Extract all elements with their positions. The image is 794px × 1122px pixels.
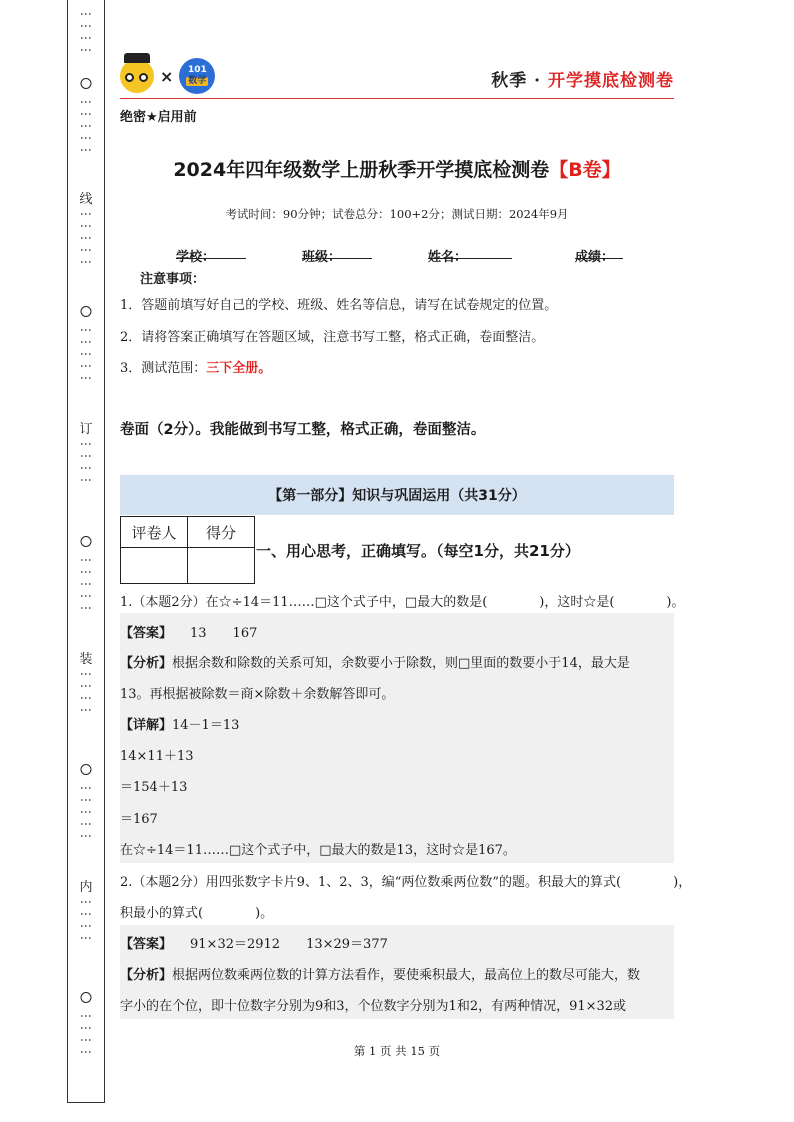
score-blank[interactable] bbox=[575, 246, 623, 259]
answer-values: 13 167 bbox=[190, 626, 258, 641]
dotted-line: ⋮⋮⋮⋮ bbox=[79, 668, 93, 716]
name-label: 姓名： bbox=[428, 250, 468, 265]
series-season: 秋季 · bbox=[491, 71, 548, 91]
binding-char-xian: 线 bbox=[79, 192, 93, 207]
grader-cell[interactable] bbox=[121, 548, 188, 584]
analysis-label: 【分析】 bbox=[120, 968, 173, 983]
part-one-heading: 【第一部分】知识与巩固运用（共31分） bbox=[120, 475, 674, 515]
binding-hole bbox=[81, 78, 92, 89]
score-header: 得分 bbox=[188, 517, 255, 548]
score-cell[interactable] bbox=[188, 548, 255, 584]
binding-char-nei: 内 bbox=[79, 880, 93, 895]
q1-detail-step: 14×11＋13 bbox=[120, 749, 194, 764]
grading-table bbox=[120, 516, 255, 584]
q1-analysis-cont: 13。再根据被除数＝商×除数＋余数解答即可。 bbox=[120, 687, 395, 702]
page-number: 第 1 页 共 15 页 bbox=[353, 1044, 441, 1058]
q1-analysis bbox=[120, 652, 630, 671]
confidential-mark: 绝密★启用前 bbox=[120, 110, 197, 125]
q1-detail-conclusion: 在☆÷14＝11……□这个式子中，□最大的数是13，这时☆是167。 bbox=[120, 843, 516, 858]
series-title bbox=[491, 66, 674, 91]
class-label: 班级： bbox=[302, 250, 342, 265]
logo-separator: × bbox=[160, 66, 174, 86]
detail-label: 【详解】 bbox=[120, 718, 173, 733]
math101-logo-icon bbox=[179, 58, 215, 94]
dotted-line: ⋮⋮⋮⋮ bbox=[79, 8, 93, 56]
dotted-line: ⋮⋮⋮⋮⋮ bbox=[79, 554, 93, 614]
binding-hole bbox=[81, 536, 92, 547]
dotted-line: ⋮⋮⋮⋮ bbox=[79, 896, 93, 944]
analysis-label: 【分析】 bbox=[120, 656, 173, 671]
class-blank[interactable] bbox=[302, 246, 372, 259]
note-item-3-text: 3．测试范围： bbox=[120, 361, 207, 376]
school-label: 学校： bbox=[176, 250, 216, 265]
mascot-logo-icon bbox=[120, 59, 154, 93]
answer-box-1 bbox=[120, 613, 674, 863]
binding-char-zhuang: 装 bbox=[79, 652, 93, 667]
series-name: 开学摸底检测卷 bbox=[548, 71, 674, 91]
exam-title-main: 2024年四年级数学上册秋季开学摸底检测卷 bbox=[173, 159, 550, 181]
binding-hole bbox=[81, 992, 92, 1003]
q2-analysis bbox=[120, 964, 640, 983]
note-item: 2．请将答案正确填写在答题区域，注意书写工整，格式正确，卷面整洁。 bbox=[120, 330, 545, 345]
answer-label: 【答案】 bbox=[120, 937, 173, 952]
logo-math-text: 数学 bbox=[188, 75, 207, 86]
neatness-statement: 卷面（2分）。我能做到书写工整，格式正确，卷面整洁。 bbox=[120, 422, 486, 438]
notes-heading: 注意事项： bbox=[140, 272, 206, 287]
dotted-line: ⋮⋮⋮⋮⋮ bbox=[79, 208, 93, 268]
score-label: 成绩： bbox=[575, 250, 615, 265]
section-one-title: 一、用心思考，正确填写。（每空1分，共21分） bbox=[256, 542, 580, 560]
exam-meta: 考试时间：90分钟；试卷总分：100+2分；测试日期：2024年9月 bbox=[225, 207, 569, 221]
question-2: 2.（本题2分）用四张数字卡片9、1、2、3，编“两位数乘两位数”的题。积最大的算式( )， bbox=[120, 875, 692, 890]
note-item: 1．答题前填写好自己的学校、班级、姓名等信息，请写在试卷规定的位置。 bbox=[120, 298, 558, 313]
q2-answer bbox=[120, 933, 388, 952]
analysis-text: 根据余数和除数的关系可知，余数要小于除数，则□里面的数要小于14，最大是 bbox=[172, 656, 630, 671]
name-blank[interactable] bbox=[428, 246, 512, 259]
binding-char-ding: 订 bbox=[79, 422, 93, 437]
dotted-line: ⋮⋮⋮⋮⋮ bbox=[79, 324, 93, 384]
binding-hole bbox=[81, 764, 92, 775]
brand-logos bbox=[120, 58, 215, 94]
q1-detail bbox=[120, 714, 239, 733]
q2-analysis-cont: 字小的在个位，即十位数字分别为9和3，个位数字分别为1和2，有两种情况，91×32或 bbox=[120, 999, 627, 1014]
test-scope: 三下全册。 bbox=[206, 361, 272, 376]
header-divider bbox=[120, 98, 674, 99]
exam-title-version: 【B卷】 bbox=[549, 159, 621, 181]
question-2-cont: 积最小的算式( )。 bbox=[120, 906, 274, 921]
dotted-line: ⋮⋮⋮⋮ bbox=[79, 1010, 93, 1058]
school-blank[interactable] bbox=[176, 246, 246, 259]
binding-margin bbox=[67, 0, 105, 1103]
exam-title bbox=[120, 155, 674, 182]
q1-answer bbox=[120, 622, 257, 641]
q1-detail-step: ＝154＋13 bbox=[120, 780, 188, 795]
answer-values: 91×32＝2912 13×29＝377 bbox=[190, 937, 388, 952]
logo-101-text: 101 bbox=[188, 65, 207, 76]
question-1: 1.（本题2分）在☆÷14＝11……□这个式子中，□最大的数是( )，这时☆是( )。 bbox=[120, 595, 685, 610]
binding-hole bbox=[81, 306, 92, 317]
grader-header: 评卷人 bbox=[121, 517, 188, 548]
note-item bbox=[120, 357, 271, 376]
q1-detail-step: ＝167 bbox=[120, 812, 158, 827]
dotted-line: ⋮⋮⋮⋮⋮ bbox=[79, 96, 93, 156]
answer-label: 【答案】 bbox=[120, 626, 173, 641]
detail-text: 14－1＝13 bbox=[172, 718, 240, 733]
dotted-line: ⋮⋮⋮⋮⋮ bbox=[79, 782, 93, 842]
dotted-line: ⋮⋮⋮⋮ bbox=[79, 438, 93, 486]
analysis-text: 根据两位数乘两位数的计算方法看作，要使乘积最大，最高位上的数尽可能大，数 bbox=[172, 968, 641, 983]
